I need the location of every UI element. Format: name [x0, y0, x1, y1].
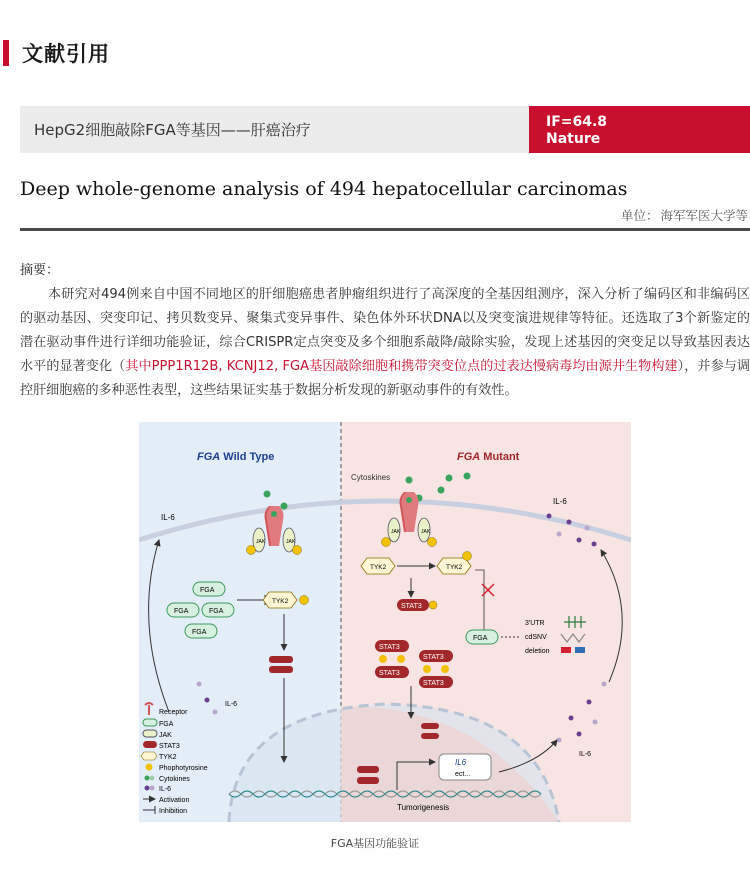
svg-text:TYK2: TYK2 — [370, 564, 387, 571]
cytokines-label: Cytoskines — [351, 473, 391, 482]
section-header — [0, 36, 110, 70]
svg-text:STAT3: STAT3 — [423, 680, 444, 687]
svg-text:FGA: FGA — [209, 608, 224, 615]
il6-gene-label: IL6 — [455, 758, 467, 767]
title-divider — [20, 228, 750, 231]
abstract-highlight: 其中PPP1R12B, KCNJ12, FGA基因敲除细胞和携带突变位点的过表达慢病毒均由源井生物构建 — [125, 359, 678, 374]
svg-text:TYK2: TYK2 — [446, 564, 463, 571]
journal-badge — [529, 106, 750, 153]
svg-text:Activation: Activation — [159, 797, 190, 804]
svg-text:STAT3: STAT3 — [379, 644, 400, 651]
svg-text:FGA: FGA — [192, 629, 207, 636]
svg-text:Cytokines: Cytokines — [159, 776, 190, 783]
svg-text:STAT3: STAT3 — [379, 670, 400, 677]
abstract-text — [20, 283, 750, 403]
svg-text:JAK: JAK — [159, 732, 172, 739]
utr-label: 3'UTR — [525, 620, 545, 627]
tyk2-mutant-a — [361, 558, 395, 574]
mutant-title: FGA Mutant — [457, 451, 520, 463]
fga-pathway-figure — [139, 422, 631, 822]
il6-label-top-left: IL-6 — [161, 513, 175, 522]
paper-title: Deep whole-genome analysis of 494 hepatocellular carcinomas — [20, 178, 628, 200]
cdsnv-label: cdSNV — [525, 634, 547, 641]
svg-text:FGA: FGA — [200, 587, 215, 594]
svg-text:TYK2: TYK2 — [159, 754, 177, 761]
svg-text:JAK: JAK — [286, 539, 296, 545]
il6-label-bottom-right: IL-6 — [579, 751, 592, 758]
section-title: 文献引用 — [22, 42, 110, 66]
svg-text:TYK2: TYK2 — [272, 598, 289, 605]
il6-legend-label: IL-6 — [225, 701, 238, 708]
impact-factor: IF=64.8 — [546, 114, 608, 130]
tumorigenesis-label: Tumorigenesis — [397, 803, 450, 812]
figure-caption: FGA基因功能验证 — [330, 837, 420, 850]
svg-text:Receptor: Receptor — [159, 709, 188, 716]
reference-bar — [20, 106, 750, 153]
wild-type-title: FGA Wild Type — [197, 451, 275, 463]
svg-text:STAT3: STAT3 — [423, 654, 444, 661]
svg-text:STAT3: STAT3 — [159, 743, 180, 750]
abstract-label: 摘要： — [20, 263, 60, 278]
section-accent-bar — [3, 40, 9, 66]
il6-label-top-right: IL-6 — [553, 497, 567, 506]
svg-text:Inhibition: Inhibition — [159, 808, 188, 815]
affiliation-value: 海军军医大学等 — [660, 208, 748, 223]
svg-text:FGA: FGA — [174, 608, 189, 615]
svg-text:FGA: FGA — [473, 635, 488, 642]
abstract-text-before: 本研究对494例来自中国不同地区的肝细胞癌患者肿瘤组织进行了高深度的全基因组测序，深入分析了编码区和非编码区的驱动基因、突变印记、拷贝数变异、聚集式变异事件、染色体外环状DNA以及突变演进规律等特征。还选取了3个新鉴定的潜在驱动事件进行详细功能验证，综合CRISPR定点突变及多个细胞系敲降/敲除实验，发现上述基因的突变足以导致基因表达水平的显著变化（ — [20, 287, 750, 374]
svg-text:Phophotyrosine: Phophotyrosine — [159, 765, 208, 772]
svg-text:IL-6: IL-6 — [159, 786, 172, 793]
affiliation — [619, 206, 748, 224]
fga-mutant — [466, 630, 498, 644]
svg-text:JAK: JAK — [421, 529, 431, 535]
journal-name: Nature — [546, 131, 601, 147]
deletion-label: deletion — [525, 648, 550, 655]
abstract-text-after: ），并参与调控肝细胞癌的多种恶性表型，这些结果证实基于数据分析发现的新驱动事件的有效性。 — [20, 359, 750, 398]
svg-text:STAT3: STAT3 — [401, 603, 422, 610]
etc-label: ect... — [455, 771, 471, 778]
affiliation-label: 单位： — [620, 208, 659, 223]
svg-text:JAK: JAK — [256, 539, 266, 545]
svg-text:JAK: JAK — [391, 529, 401, 535]
reference-topic: HepG2细胞敲除FGA等基因——肝癌治疗 — [20, 106, 529, 153]
svg-text:FGA: FGA — [159, 721, 174, 728]
